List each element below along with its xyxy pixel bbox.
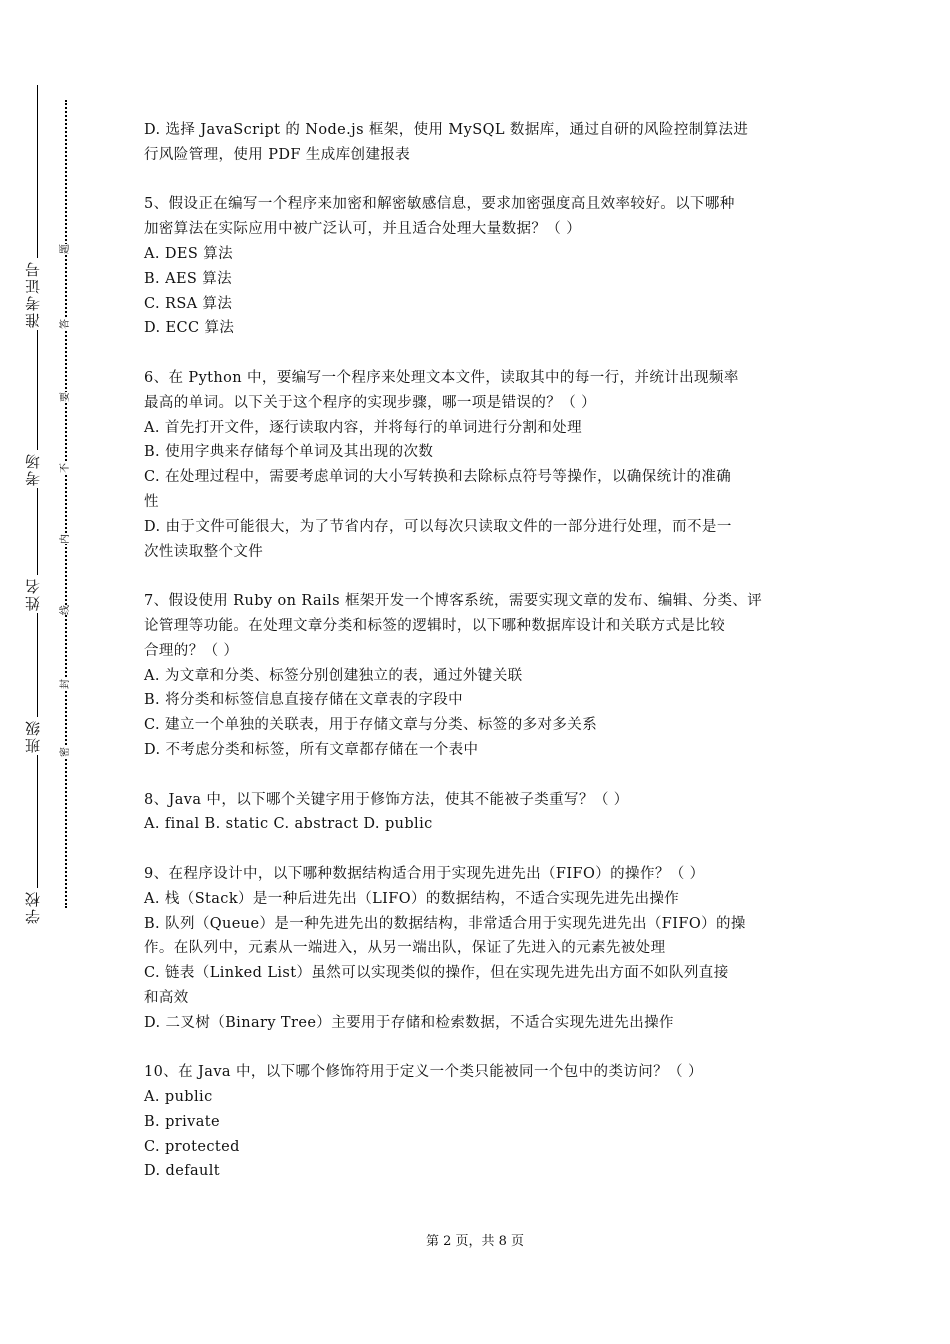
- question-5: [144, 192, 812, 341]
- option-b: B. AES 算法: [144, 270, 233, 287]
- seal-char: 线: [60, 605, 71, 615]
- option-a: A. public: [144, 1089, 213, 1106]
- option-d: D. 二叉树（Binary Tree）主要用于存储和检索数据，不适合实现先进先出操作: [144, 1014, 674, 1031]
- option-c: C. 在处理过程中，需要考虑单词的大小写转换和去除标点符号等操作，以确保统计的准确: [144, 469, 732, 486]
- option-d: D. ECC 算法: [144, 320, 235, 337]
- question-4-option-d-continued: [144, 118, 812, 168]
- seal-char: 答: [60, 319, 71, 329]
- seal-char: 不: [60, 463, 71, 473]
- question-stem: 最高的单词。以下关于这个程序的实现步骤，哪一项是错误的？（ ）: [144, 394, 597, 411]
- option-a: A. 为文章和分类、标签分别创建独立的表，通过外键关联: [144, 667, 523, 684]
- seal-char: 要: [60, 392, 71, 402]
- question-stem: 9、在程序设计中，以下哪种数据结构适合用于实现先进先出（FIFO）的操作？（ ）: [144, 865, 705, 882]
- question-7: [144, 589, 812, 763]
- option-d: D. 由于文件可能很大，为了节省内存，可以每次只读取文件的一部分进行处理，而不是一: [144, 518, 732, 535]
- option-d-continued: 次性读取整个文件: [144, 543, 264, 560]
- label-class: 班级: [24, 719, 42, 753]
- option-a: A. 栈（Stack）是一种后进先出（LIFO）的数据结构，不适合实现先进先出操作: [144, 890, 680, 907]
- question-8: [144, 788, 812, 838]
- label-name: 姓名: [24, 577, 42, 611]
- option-c-continued: 和高效: [144, 989, 189, 1006]
- option-b: B. 将分类和标签信息直接存储在文章表的字段中: [144, 692, 464, 709]
- option-c-continued: 性: [144, 493, 159, 510]
- option-b-continued: 作。在队列中，元素从一端进入，从另一端出队，保证了先进入的元素先被处理: [144, 940, 666, 957]
- question-line: D. 选择 JavaScript 的 Node.js 框架，使用 MySQL 数据库，通过自研的风险控制算法进: [144, 122, 749, 138]
- option-d: D. default: [144, 1163, 221, 1180]
- question-10: [144, 1060, 812, 1184]
- question-stem: 加密算法在实际应用中被广泛认可，并且适合处理大量数据？（ ）: [144, 221, 582, 238]
- option-a: A. DES 算法: [144, 245, 234, 262]
- question-stem: 10、在 Java 中，以下哪个修饰符用于定义一个类只能被同一个包中的类访问？（ ）: [144, 1064, 703, 1081]
- option-b: B. 队列（Queue）是一种先进先出的数据结构，非常适合用于实现先进先出（FIFO）的操: [144, 915, 746, 932]
- option-c: C. protected: [144, 1138, 240, 1155]
- question-9: [144, 862, 812, 1036]
- question-stem: 合理的？（ ）: [144, 642, 239, 659]
- seal-char: 密: [60, 747, 71, 757]
- page-footer: 第 2 页，共 8 页: [425, 1234, 525, 1249]
- binding-solid-line: [37, 85, 38, 925]
- option-c: C. 建立一个单独的关联表，用于存储文章与分类、标签的多对多关系: [144, 717, 598, 734]
- exam-content: [144, 118, 812, 1209]
- option-a: A. 首先打开文件，逐行读取内容，并将每行的单词进行分割和处理: [144, 419, 583, 436]
- option-d: D. 不考虑分类和标签，所有文章都存储在一个表中: [144, 741, 479, 758]
- question-stem: 7、假设使用 Ruby on Rails 框架开发一个博客系统，需要实现文章的发布、编辑、分类、评: [144, 593, 763, 610]
- label-school: 学校: [24, 890, 42, 924]
- binding-dotted-line: [65, 100, 67, 908]
- label-exam-room: 考场: [24, 452, 42, 486]
- option-c: C. 链表（Linked List）虽然可以实现类似的操作，但在实现先进先出方面不如队列直接: [144, 965, 729, 982]
- seal-char: 封: [60, 679, 71, 689]
- question-stem: 论管理等功能。在处理文章分类和标签的逻辑时，以下哪种数据库设计和关联方式是比较: [144, 617, 726, 634]
- question-line: 行风险管理，使用 PDF 生成库创建报表: [144, 146, 411, 163]
- options-inline: A. final B. static C. abstract D. public: [144, 816, 433, 833]
- question-stem: 8、Java 中，以下哪个关键字用于修饰方法，使其不能被子类重写？（ ）: [144, 791, 629, 808]
- question-stem: 5、假设正在编写一个程序来加密和解密敏感信息，要求加密强度高且效率较好。以下哪种: [144, 196, 735, 213]
- label-exam-number: 准考证号: [24, 260, 42, 328]
- seal-char: 内: [60, 534, 71, 544]
- option-b: B. 使用字典来存储每个单词及其出现的次数: [144, 444, 434, 461]
- option-b: B. private: [144, 1113, 220, 1130]
- question-6: [144, 366, 812, 564]
- seal-char: 题: [60, 244, 71, 254]
- question-stem: 6、在 Python 中，要编写一个程序来处理文本文件，读取其中的每一行，并统计出现频率: [144, 369, 739, 386]
- option-c: C. RSA 算法: [144, 295, 233, 312]
